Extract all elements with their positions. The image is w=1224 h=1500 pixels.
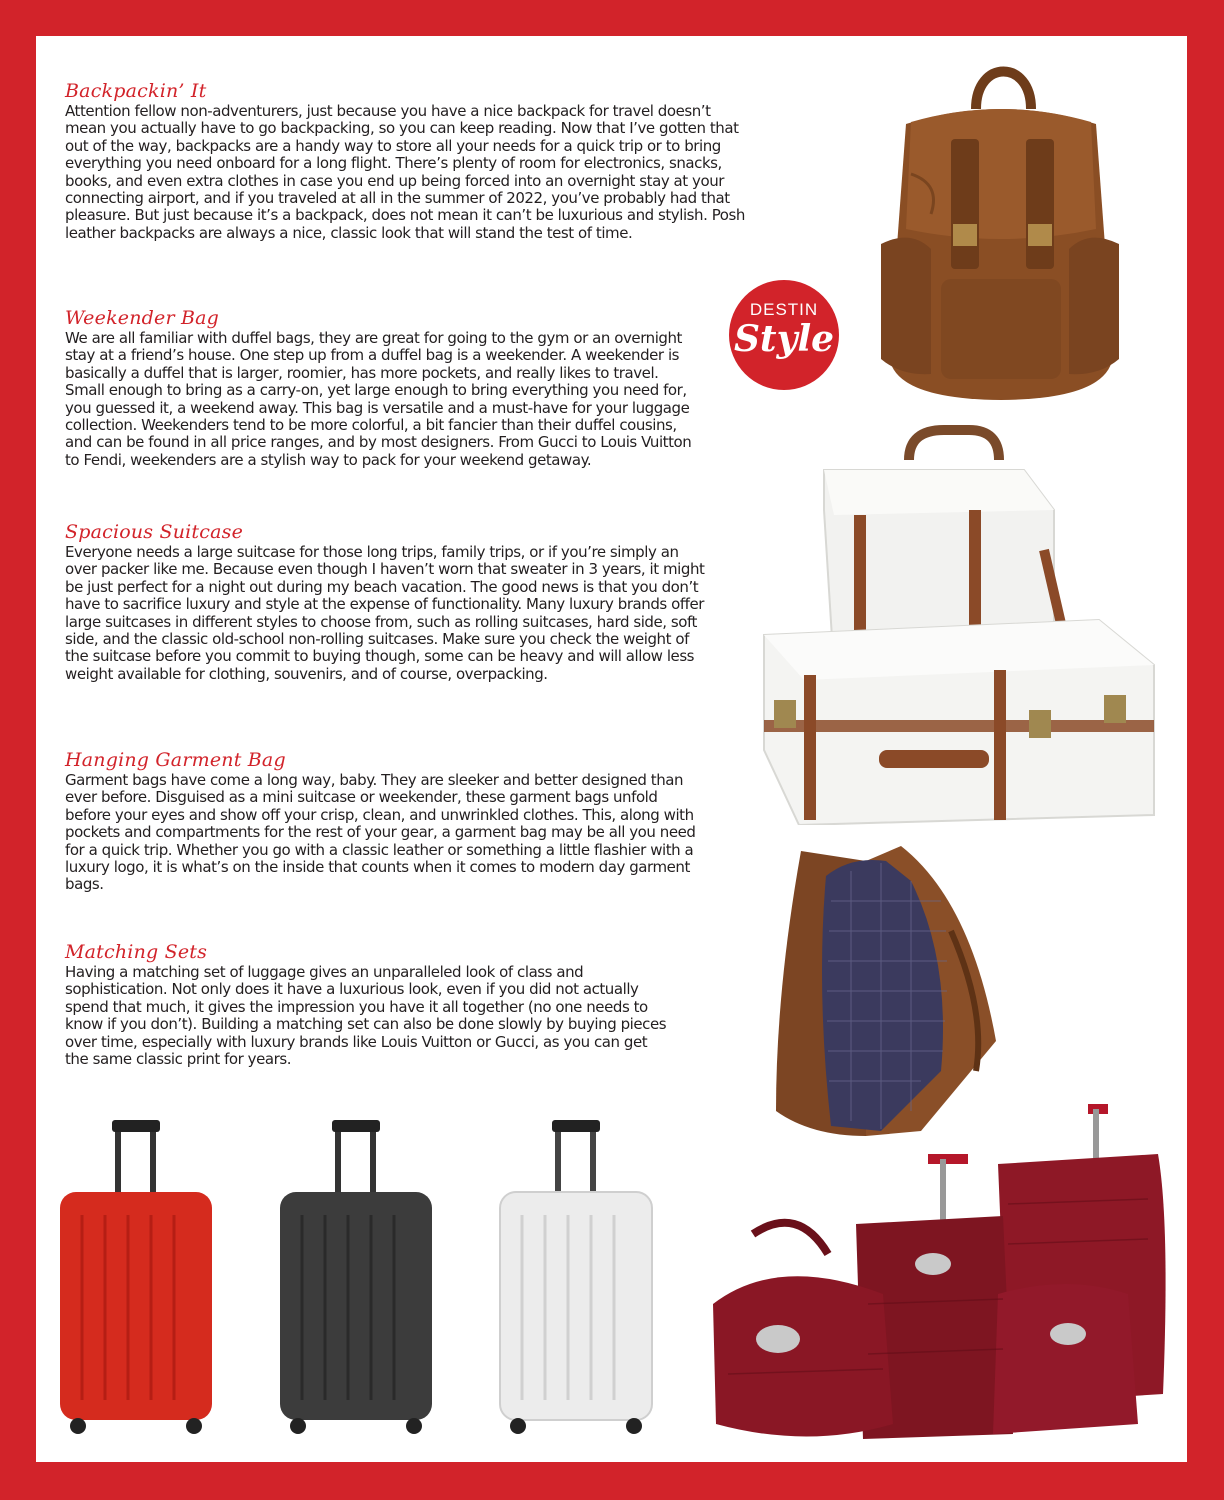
- red-suitcase: [60, 1120, 212, 1434]
- white-suitcase: [500, 1120, 652, 1434]
- logo-line-destin: DESTIN: [749, 300, 819, 319]
- section-body: Everyone needs a large suitcase for those long trips, family trips, or if you’re simply an over packer like me. Because even though I haven’t worn that sweater in 3 years, it might be just perfect for a night out during my beach vacation. The good news is that you don’t have to sacrifice luxury and style at the expense of functionality. Many luxury brands offer large suitcases in different styles to choose from, such as rolling suitcases, hard side, soft side, and the classic old-school non-rolling suitcases. Make sure you check the weight of the suitcase before you commit to buying though, some can be heavy and will allow less weight available for clothing, souvenirs, and of course, overpacking.: [65, 543, 705, 683]
- section-body: Having a matching set of luggage gives an unparalleled look of class and sophistication. Not only does it have a luxurious look, even if you did not actually spend that much, it gives the impression you have it all together (no one needs to know if you don’t). Building a matching set can also be done slowly by buying pieces over time, especially with luxury brands like Louis Vuitton or Gucci, as you can get the same classic print for years.: [65, 963, 667, 1069]
- section-heading: Matching Sets: [65, 941, 208, 963]
- section-body: Attention fellow non-adventurers, just because you have a nice backpack for travel doesn’t mean you actually have to go backpacking, so you can keep reading. Now that I’ve gotten that out of the way, backpacks are a handy way to store all your needs for a quick trip or to bring everything you need onboard for a long flight. There’s plenty of room for electronics, snacks, books, and even extra clothes in case you end up being forced into an overnight stay at your connecting airport, and if you traveled at all in the summer of 2022, you’ve probably had that pleasure. But just because it’s a backpack, does not mean it can’t be luxurious and stylish. Posh leather backpacks are always a nice, classic look that will stand the test of time.: [65, 102, 745, 242]
- section-weekender: [65, 307, 693, 469]
- section-body: Garment bags have come a long way, baby. They are sleeker and better designed than ever before. Disguised as a mini suitcase or weekender, these garment bags unfold before your eyes and show off your crisp, clean, and unwrinkled clothes. This, along with pockets and compartments for the rest of your gear, a garment bag may be all you need for a quick trip. Whether you go with a classic leather or something a little flashier with a luxury logo, it is what’s on the inside that counts when it comes to modern day garment bags.: [65, 771, 696, 894]
- leather-garment-bag-image: [771, 841, 1001, 1141]
- burgundy-luggage-set-image: [708, 1104, 1178, 1454]
- white-trunk-suitcases-image: [724, 420, 1169, 825]
- logo-line-style: Style: [733, 318, 835, 360]
- section-suitcase: [65, 521, 713, 683]
- section-heading: Weekender Bag: [65, 307, 220, 329]
- spinner-suitcases-image: [60, 1120, 700, 1440]
- section-heading: Backpackin’ It: [65, 80, 207, 102]
- section-heading: Spacious Suitcase: [65, 521, 244, 543]
- section-garment-bag: [65, 749, 705, 894]
- section-body: We are all familiar with duffel bags, they are great for going to the gym or an overnight stay at a friend’s house. One step up from a duffel bag is a weekender. A weekender is basically a duffel that is larger, roomier, has more pockets, and really likes to travel. Small enough to bring as a carry-on, yet large enough to bring everything you need for, you guessed it, a weekend away. This bag is versatile and a must-have for your luggage collection. Weekenders tend to be more colorful, a bit fancier than their duffel cousins, and can be found in all price ranges, and by most designers. From Gucci to Louis Vuitton to Fendi, weekenders are a stylish way to pack for your weekend getaway.: [65, 329, 692, 469]
- leather-backpack-image: [881, 54, 1119, 406]
- section-heading: Hanging Garment Bag: [65, 749, 286, 771]
- section-matching-sets: [65, 941, 673, 1068]
- section-backpack: [65, 80, 745, 242]
- magazine-page: [36, 36, 1187, 1462]
- black-suitcase: [280, 1120, 432, 1434]
- destin-style-logo: [729, 280, 839, 390]
